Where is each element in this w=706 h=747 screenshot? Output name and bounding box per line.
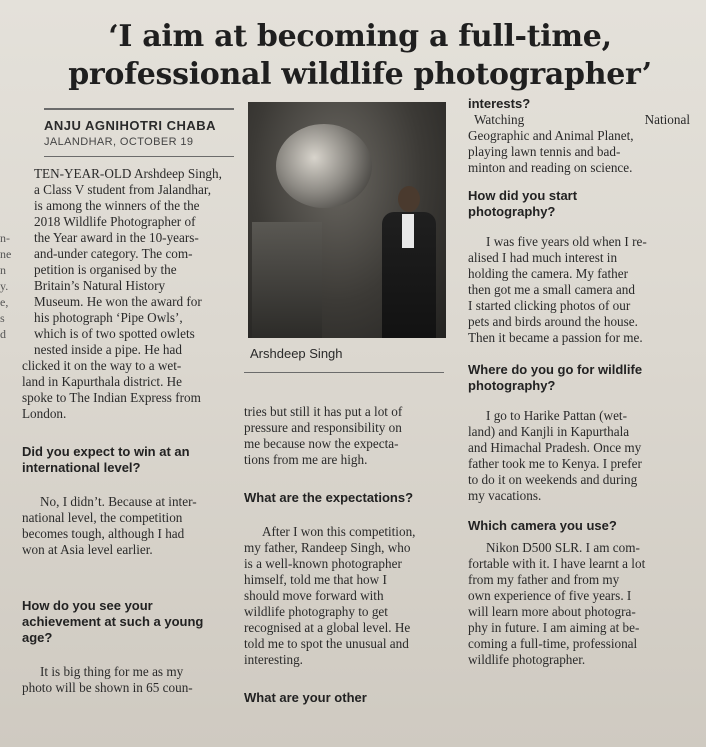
text-line: won at Asia level earlier. — [22, 542, 153, 557]
text-line: nested inside a pipe. He had — [34, 342, 182, 357]
text-line: the Year award in the 10-years- — [34, 230, 199, 245]
question-5 — [468, 188, 690, 220]
text-line: achievement at such a young — [22, 614, 204, 629]
text-line: me because now the expecta- — [244, 436, 399, 451]
text-line: father took me to Kenya. I prefer — [468, 456, 642, 471]
answer-4 — [468, 112, 690, 176]
text-line: fortable with it. I have learnt a lot — [468, 556, 646, 571]
text-line: and-under category. The com- — [34, 246, 193, 261]
text-line: clicked it on the way to a wet- — [22, 358, 182, 373]
answer-3 — [244, 524, 450, 668]
text-line: Watching National — [474, 112, 690, 127]
byline-rule-top — [44, 108, 234, 110]
photo-background-disc — [276, 124, 372, 208]
text-line: I started clicking photos of our — [468, 298, 631, 313]
text-line: tions from me are high. — [244, 452, 368, 467]
text-line: How did you start — [468, 188, 578, 203]
text-line: pets and birds around the house. — [468, 314, 638, 329]
text-line: wildlife photographer. — [468, 652, 586, 667]
text-line: minton and reading on science. — [468, 160, 633, 175]
intro-paragraph — [22, 166, 234, 358]
text-line: It is big thing for me as my — [40, 664, 184, 679]
column-3 — [468, 96, 690, 668]
text-line: told me to spot the unusual and — [244, 636, 409, 651]
text-line: Did you expect to win at an — [22, 444, 190, 459]
text-line: which is of two spotted owlets — [34, 326, 195, 341]
text-line: TEN-YEAR-OLD Arshdeep Singh, — [34, 166, 222, 181]
text-line: national level, the competition — [22, 510, 183, 525]
dateline: JALANDHAR, OCTOBER 19 — [44, 136, 194, 148]
text-line: recognised at a global level. He — [244, 620, 411, 635]
question-4: What are your other — [244, 690, 367, 705]
question-6 — [468, 362, 690, 394]
column-2 — [244, 404, 450, 706]
text-line: himself, told me that how I — [244, 572, 387, 587]
text-line: becomes tough, although I had — [22, 526, 185, 541]
adjacent-article-edge: n- ne n y. e, s d — [0, 231, 12, 341]
text-line: playing lawn tennis and bad- — [468, 144, 621, 159]
text-line: Then it became a passion for me. — [468, 330, 643, 345]
text-line: Britain’s Natural History — [34, 278, 166, 293]
byline-rule-bottom — [44, 156, 234, 157]
intro-paragraph-cont — [22, 358, 234, 422]
text-line: I go to Harike Pattan (wet- — [486, 408, 627, 423]
text-line: is a well-known photographer — [244, 556, 402, 571]
text-line: then got me a small camera and — [468, 282, 635, 297]
photo-caption: Arshdeep Singh — [250, 346, 343, 361]
headline-line-1: ‘I aim at becoming a full-time, — [108, 19, 612, 54]
text-line: and Himachal Pradesh. Once my — [468, 440, 642, 455]
caption-rule — [244, 372, 444, 373]
byline: ANJU AGNIHOTRI CHABA — [44, 118, 217, 133]
text-line: photo will be shown in 65 coun- — [22, 680, 193, 695]
question-1 — [22, 444, 234, 476]
text-line: my father, Randeep Singh, who — [244, 540, 411, 555]
question-2 — [22, 598, 234, 646]
text-line: phy in future. I am aiming at be- — [468, 620, 640, 635]
text-line: land in Kapurthala district. He — [22, 374, 183, 389]
text-line: No, I didn’t. Because at inter- — [40, 494, 197, 509]
text-line: his photograph ‘Pipe Owls’, — [34, 310, 183, 325]
photo-background-panel — [252, 222, 322, 338]
text-line: from my father and from my — [468, 572, 620, 587]
photo-subject-head — [398, 186, 420, 212]
photo-arshdeep-singh — [248, 102, 446, 338]
answer-1 — [22, 494, 234, 558]
text-line: Museum. He won the award for — [34, 294, 202, 309]
text-line: will learn more about photogra- — [468, 604, 636, 619]
text-line: land) and Kanjli in Kapurthala — [468, 424, 630, 439]
question-4-cont: interests? — [468, 96, 531, 111]
text-line: Nikon D500 SLR. I am com- — [486, 540, 640, 555]
photo-subject-shirt — [402, 214, 414, 248]
text-line: Geographic and Animal Planet, — [468, 128, 634, 143]
text-line: photography? — [468, 378, 556, 393]
photo-subject — [376, 186, 440, 338]
text-line: How do you see your — [22, 598, 153, 613]
text-line: petition is organised by the — [34, 262, 177, 277]
answer-5 — [468, 234, 690, 346]
text-line: own experience of five years. I — [468, 588, 632, 603]
text-line: international level? — [22, 460, 141, 475]
question-3: What are the expectations? — [244, 490, 414, 505]
text-line: I was five years old when I re- — [486, 234, 647, 249]
text-line: photography? — [468, 204, 556, 219]
text-line: spoke to The Indian Express from — [22, 390, 201, 405]
text-line: is among the winners of the the — [34, 198, 200, 213]
text-line: my vacations. — [468, 488, 542, 503]
column-1 — [22, 166, 234, 696]
text-line: 2018 Wildlife Photographer of — [34, 214, 196, 229]
text-line: alised I had much interest in — [468, 250, 618, 265]
text-line: tries but still it has put a lot of — [244, 404, 403, 419]
text-line: holding the camera. My father — [468, 266, 629, 281]
headline — [40, 18, 680, 94]
question-7: Which camera you use? — [468, 518, 617, 533]
text-line: coming a full-time, professional — [468, 636, 638, 651]
answer-6 — [468, 408, 690, 504]
text-line: After I won this competition, — [262, 524, 416, 539]
text-line: pressure and responsibility on — [244, 420, 402, 435]
text-line: should move forward with — [244, 588, 384, 603]
answer-2-cont — [244, 404, 450, 468]
answer-2-start — [22, 664, 234, 696]
headline-line-2: professional wildlife photographer’ — [68, 57, 652, 92]
text-line: interesting. — [244, 652, 303, 667]
text-line: Where do you go for wildlife — [468, 362, 643, 377]
text-line: a Class V student from Jalandhar, — [34, 182, 211, 197]
text-line: London. — [22, 406, 67, 421]
text-line: wildlife photography to get — [244, 604, 388, 619]
answer-7 — [468, 540, 690, 668]
text-line: age? — [22, 630, 53, 645]
text-line: to do it on weekends and during — [468, 472, 638, 487]
